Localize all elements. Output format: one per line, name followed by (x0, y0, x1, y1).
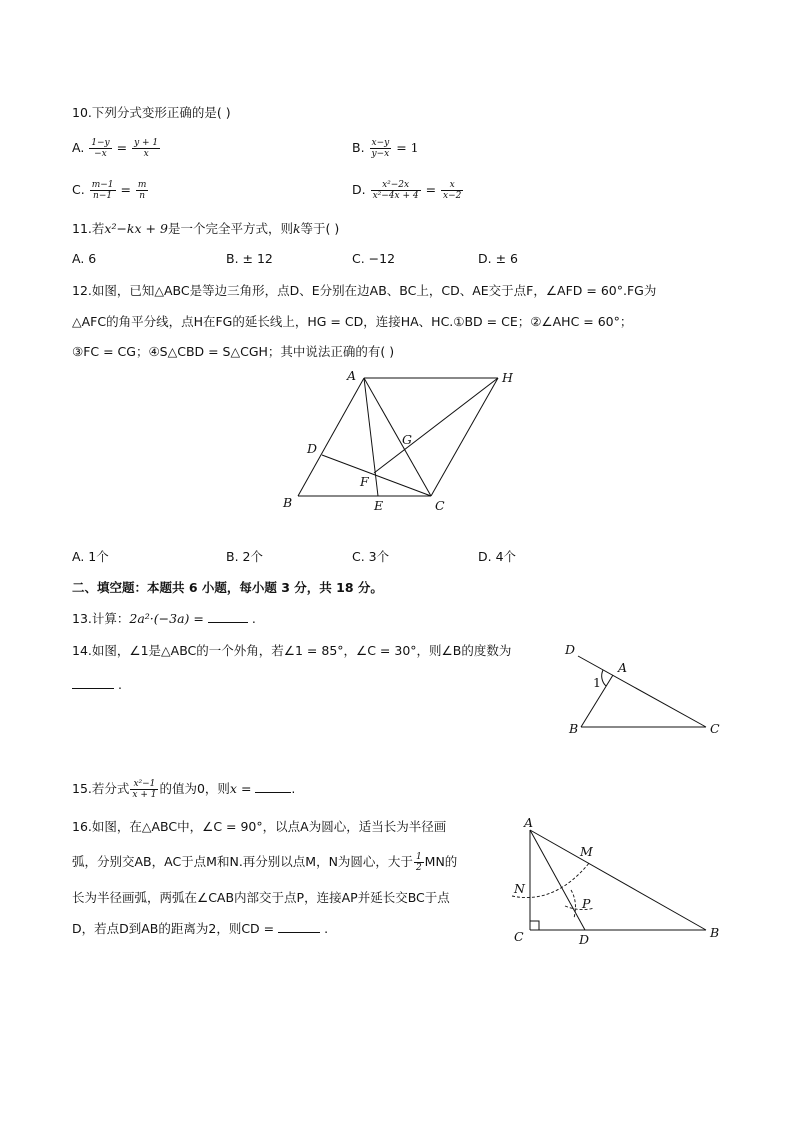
arc-p2 (571, 890, 575, 918)
q12-stem-line1: 12.如图，已知△ABC是等边三角形，点D、E分别在边AB、BC上，CD、AE交于点F，∠AFD = 60°.FG为 (72, 283, 657, 298)
label-p: P (582, 896, 591, 911)
q11-option-a[interactable]: A. 6 (72, 251, 97, 266)
q12-stem-line3: ③FC = CG；④S△CBD = S△CGH；其中说法正确的有( ) (72, 344, 395, 359)
fraction: $\frac{m-1}{n-1}$ (91, 180, 114, 201)
option-label: D. (352, 182, 370, 197)
fraction: $\frac{m}{n}$ (137, 180, 147, 201)
q12-option-a[interactable]: A. 1个 (72, 549, 109, 564)
option-label: C. (72, 182, 89, 197)
label-d: D (307, 441, 318, 456)
label-a: A (618, 660, 628, 675)
q10-option-a[interactable]: A. $\frac{1-y}{-x}$ = $\frac{y + 1}{x}$ (72, 138, 159, 159)
segment-ab (530, 830, 706, 930)
label-c: C (710, 721, 720, 736)
fraction: $\frac{x}{x-2}$ (443, 180, 462, 201)
q10-stem: 10.下列分式变形正确的是( ) (72, 105, 231, 120)
q12-stem-line2: △AFC的角平分线，点H在FG的延长线上，HG = CD，连接HA、HC.①BD = CE；②∠AHC = 60°； (72, 314, 633, 329)
label-a: A (347, 368, 357, 383)
q16-stem-line3: 长为半径画弧，两弧在∠CAB内部交于点P，连接AP并延长交BC于点 (72, 890, 450, 905)
q11-option-d[interactable]: D. ± 6 (478, 251, 518, 266)
q15-stem: 15.若分式 $\frac{\text{x²−1}}{x + 1}$ 的值为0，则x = . (72, 779, 296, 800)
q12-option-c[interactable]: C. 3个 (352, 549, 390, 564)
fraction: $\frac{\text{x²−2x}}{\text{x²−4x + 4}}$ (372, 180, 419, 201)
label-m: M (580, 844, 593, 859)
label-d: D (565, 642, 576, 657)
q16-stem-line1: 16.如图，在△ABC中，∠C = 90°，以点A为圆心，适当长为半径画 (72, 819, 447, 834)
q12-option-d[interactable]: D. 4个 (478, 549, 517, 564)
q11-option-c[interactable]: C. −12 (352, 251, 396, 266)
label-b: B (283, 495, 293, 510)
label-b: B (710, 925, 720, 940)
label-a: A (524, 815, 534, 830)
q12-option-b[interactable]: B. 2个 (226, 549, 263, 564)
right-angle-mark (530, 921, 539, 930)
q10-option-b[interactable]: B. $\frac{x-y}{y-x}$ = 1 (352, 138, 419, 159)
label-c: C (514, 929, 524, 944)
label-angle-1: 1 (593, 675, 601, 690)
label-f: F (360, 474, 369, 489)
q13-stem: 13.计算：2a²·(−3a) = . (72, 611, 256, 626)
fraction: $\frac{y + 1}{x}$ (134, 138, 159, 159)
option-label: B. (352, 140, 369, 155)
q10-option-c[interactable]: C. $\frac{m-1}{n-1}$ = $\frac{m}{n}$ (72, 180, 147, 201)
label-g: G (402, 432, 412, 447)
label-d: D (579, 932, 590, 947)
q16-stem-line4: D，若点D到AB的距离为2，则CD = . (72, 921, 329, 936)
q11-option-b[interactable]: B. ± 12 (226, 251, 273, 266)
q16-stem-line2: 弧，分别交AB，AC于点M和N.再分别以点M，N为圆心，大于 $\frac{1}{2}$ MN的 (72, 852, 458, 873)
label-h: H (502, 370, 513, 385)
section-title: 二、填空题：本题共 6 小题，每小题 3 分，共 18 分。 (72, 580, 383, 595)
fraction: $\frac{1-y}{-x}$ (91, 138, 110, 159)
q11-stem: 11.若x²−kx + 9是一个完全平方式，则k等于( ) (72, 221, 340, 236)
q14-stem: 14.如图，∠1是△ABC的一个外角，若∠1 = 85°，∠C = 30°，则∠B的度数为 (72, 643, 512, 658)
label-n: N (514, 881, 525, 896)
label-b: B (569, 721, 579, 736)
fraction: $\frac{1}{2}$ (415, 852, 422, 873)
q14-answer-line: . (72, 676, 122, 694)
fraction: $\frac{x-y}{y-x}$ (371, 138, 390, 159)
segment-ad (530, 830, 585, 930)
fraction: $\frac{\text{x²−1}}{x + 1}$ (132, 779, 157, 800)
q10-option-d[interactable]: D. $\frac{\text{x²−2x}}{\text{x²−4x + 4}}$ = $\frac{x}{x-2}$ (352, 180, 462, 201)
option-label: A. (72, 140, 89, 155)
label-c: C (435, 498, 445, 513)
label-e: E (374, 498, 384, 513)
